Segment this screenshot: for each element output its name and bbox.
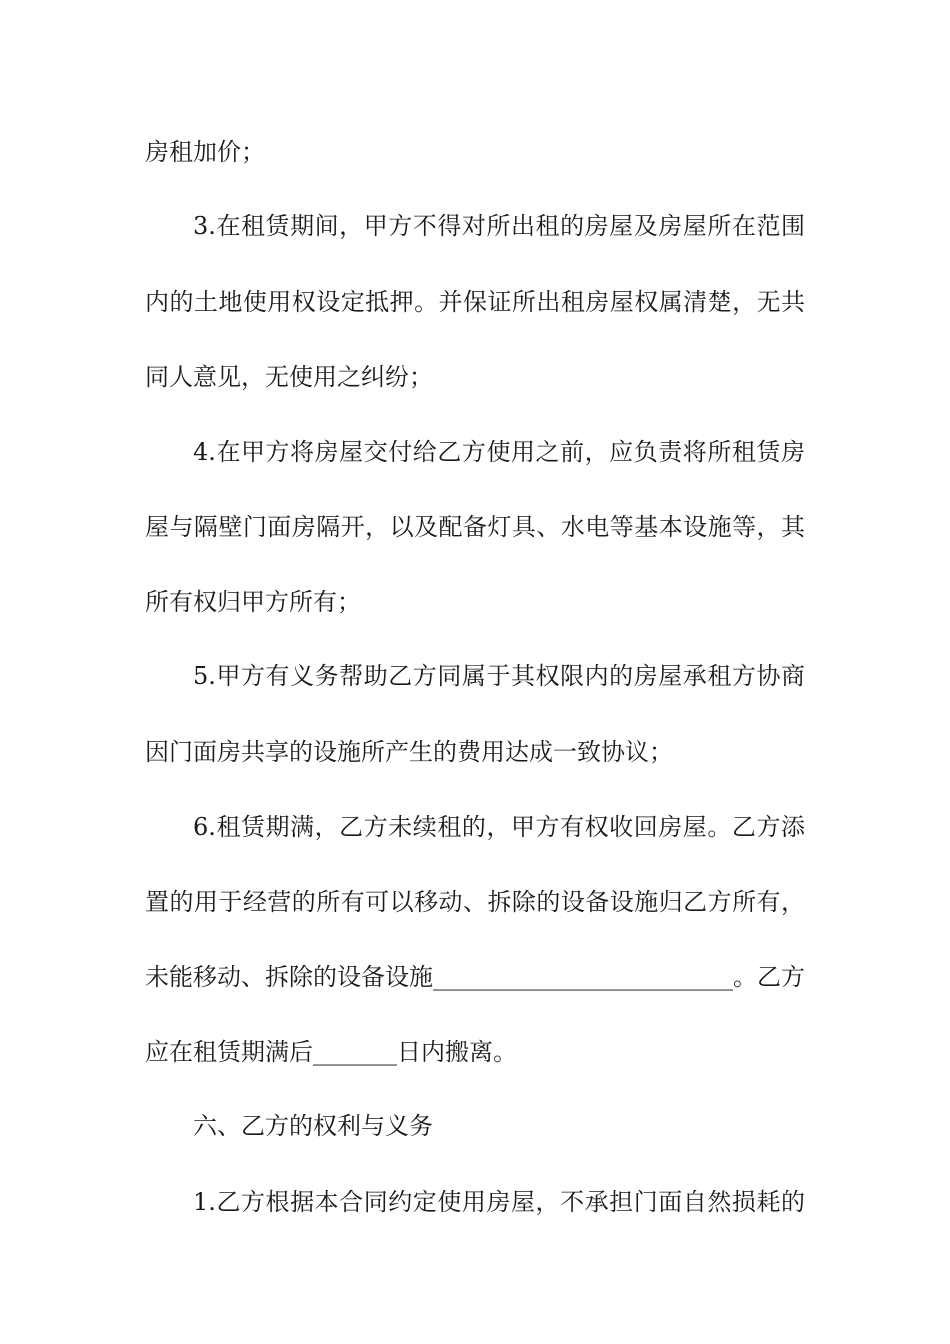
text-line-1: 房租加价； [145, 138, 265, 166]
text-line-6: 屋与隔壁门面房隔开，以及配备灯具、水电等基本设施等，其 [145, 513, 805, 541]
text-line-5: 4.在甲方将房屋交付给乙方使用之前，应负责将所租赁房 [193, 438, 805, 466]
text-line-8: 5.甲方有义务帮助乙方同属于其权限内的房屋承租方协商 [193, 662, 805, 690]
text-line-7: 所有权归甲方所有； [145, 588, 361, 616]
section-heading: 六、乙方的权利与义务 [193, 1112, 433, 1140]
text-line-15: 1.乙方根据本合同约定使用房屋，不承担门面自然损耗的 [193, 1188, 805, 1216]
text-line-10: 6.租赁期满，乙方未续租的，甲方有权收回房屋。乙方添 [193, 813, 805, 841]
text-line-4: 同人意见，无使用之纠纷； [145, 363, 433, 391]
text-line-13: 应在租赁期满后_______日内搬离。 [145, 1038, 517, 1066]
text-line-3: 内的土地使用权设定抵押。并保证所出租房屋权属清楚，无共 [145, 288, 805, 316]
text-line-11: 置的用于经营的所有可以移动、拆除的设备设施归乙方所有， [145, 888, 805, 916]
text-line-2: 3.在租赁期间，甲方不得对所出租的房屋及房屋所在范围 [193, 212, 805, 240]
text-line-9: 因门面房共享的设施所产生的费用达成一致协议； [145, 738, 673, 766]
text-line-12: 未能移动、拆除的设备设施_________________________。乙方 [145, 963, 805, 991]
